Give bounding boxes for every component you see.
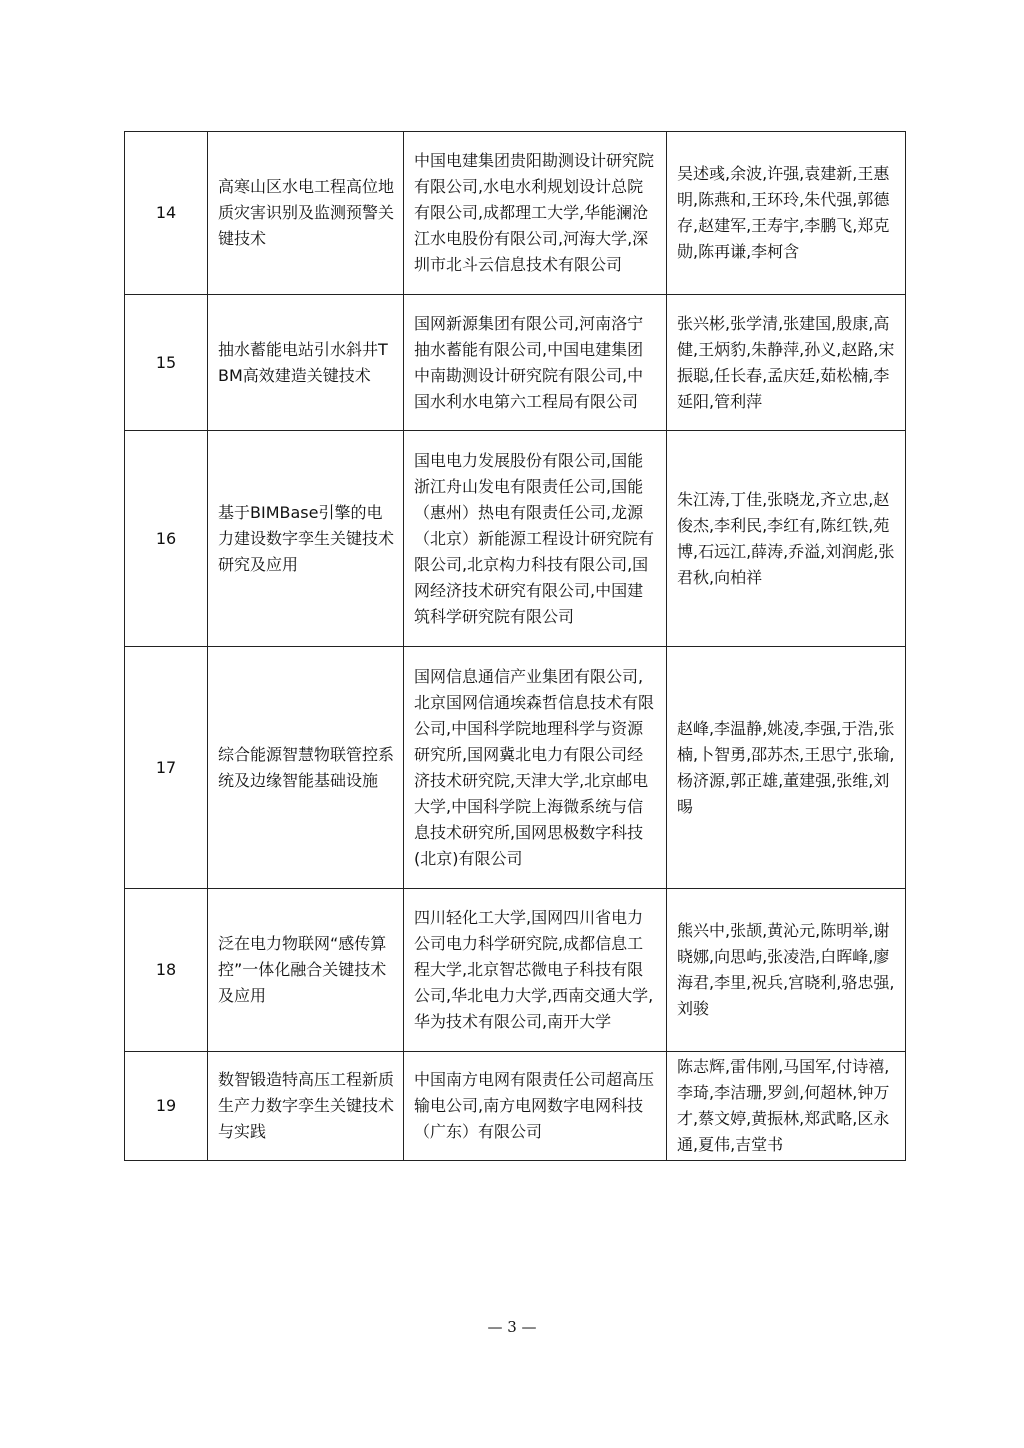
project-name-text: 高寒山区水电工程高位地质灾害识别及监测预警关键技术	[218, 177, 395, 248]
participants	[667, 1052, 906, 1161]
organizations-text: 国网新源集团有限公司,河南洛宁抽水蓄能有限公司,中国电建集团中南勘测设计研究院有限公司,中国水利水电第六工程局有限公司	[414, 313, 644, 411]
organizations-text: 中国电建集团贵阳勘测设计研究院有限公司,水电水利规划设计总院有限公司,成都理工大学,华能澜沧江水电股份有限公司,河海大学,深圳市北斗云信息技术有限公司	[414, 151, 655, 274]
participants	[667, 431, 906, 647]
participants-text: 张兴彬,张学清,张建国,殷康,高健,王炳豹,朱静萍,孙义,赵路,宋振聪,任长春,孟庆廷,茹松楠,李延阳,管利萍	[677, 313, 895, 411]
project-name-text: 综合能源智慧物联管控系统及边缘智能基础设施	[218, 744, 395, 790]
participants-text: 熊兴中,张颉,黄沁元,陈明举,谢晓娜,向思屿,张凌浩,白晖峰,廖海君,李里,祝兵,宫晓利,骆忠强,刘骏	[677, 921, 895, 1018]
participants	[667, 647, 906, 889]
project-name	[208, 295, 404, 431]
organizations	[404, 1052, 667, 1161]
participants-text: 陈志辉,雷伟刚,马国军,付诗禧,李琦,李洁珊,罗剑,何超林,钟万才,蔡文婷,黄振林,郑武略,区永通,夏伟,吉堂书	[677, 1057, 890, 1154]
row-number: 17	[125, 647, 208, 889]
project-name-text: 抽水蓄能电站引水斜井TBM高效建造关键技术	[218, 339, 388, 385]
project-name	[208, 1052, 404, 1161]
organizations-text: 四川轻化工大学,国网四川省电力公司电力科学研究院,成都信息工程大学,北京智芯微电子科技有限公司,华北电力大学,西南交通大学,华为技术有限公司,南开大学	[414, 908, 654, 1031]
row-number: 19	[125, 1052, 208, 1161]
project-name-text: 泛在电力物联网“感传算控”一体化融合关键技术及应用	[218, 934, 387, 1005]
project-name	[208, 431, 404, 647]
organizations-text: 国电电力发展股份有限公司,国能浙江舟山发电有限责任公司,国能（惠州）热电有限责任公司,龙源（北京）新能源工程设计研究院有限公司,北京构力科技有限公司,国网经济技术研究有限公司,中国建筑科学研究院有限公司	[414, 450, 655, 626]
row-number: 14	[125, 132, 208, 295]
participants	[667, 295, 906, 431]
organizations	[404, 431, 667, 647]
participants-text: 吴述彧,余波,许强,袁建新,王惠明,陈燕和,王环玲,朱代强,郭德存,赵建军,王寿宇,李鹏飞,郑克勋,陈再谦,李柯含	[677, 164, 890, 261]
organizations-text: 国网信息通信产业集团有限公司,北京国网信通埃森哲信息技术有限公司,中国科学院地理科学与资源研究所,国网冀北电力有限公司经济技术研究院,天津大学,北京邮电大学,中国科学院上海微系统与信息技术研究所,国网思极数字科技(北京)有限公司	[414, 666, 655, 868]
project-name	[208, 647, 404, 889]
participants-text: 朱江涛,丁佳,张晓龙,齐立忠,赵俊杰,李利民,李红有,陈红铁,苑博,石远江,薛涛,乔溢,刘润彪,张君秋,向柏祥	[677, 489, 895, 587]
row-number: 18	[125, 889, 208, 1052]
project-name	[208, 132, 404, 295]
row-number: 15	[125, 295, 208, 431]
organizations	[404, 132, 667, 295]
participants	[667, 132, 906, 295]
participants-text: 赵峰,李温静,姚凌,李强,于浩,张楠,卜智勇,邵苏杰,王思宁,张瑜,杨济源,郭正雄,董建强,张维,刘晹	[677, 718, 895, 816]
table-row	[125, 647, 906, 889]
participants	[667, 889, 906, 1052]
table-row	[125, 889, 906, 1052]
row-number: 16	[125, 431, 208, 647]
award-table	[124, 131, 906, 1161]
project-name-text: 数智锻造特高压工程新质生产力数字孪生关键技术与实践	[218, 1070, 395, 1141]
organizations	[404, 889, 667, 1052]
project-name	[208, 889, 404, 1052]
table-row	[125, 295, 906, 431]
page-number: — 3 —	[487, 1318, 537, 1336]
table-row	[125, 132, 906, 295]
project-name-text: 基于BIMBase引擎的电力建设数字孪生关键技术研究及应用	[218, 502, 395, 574]
organizations	[404, 647, 667, 889]
organizations	[404, 295, 667, 431]
table-row	[125, 1052, 906, 1161]
organizations-text: 中国南方电网有限责任公司超高压输电公司,南方电网数字电网科技（广东）有限公司	[414, 1070, 655, 1141]
table-row	[125, 431, 906, 647]
